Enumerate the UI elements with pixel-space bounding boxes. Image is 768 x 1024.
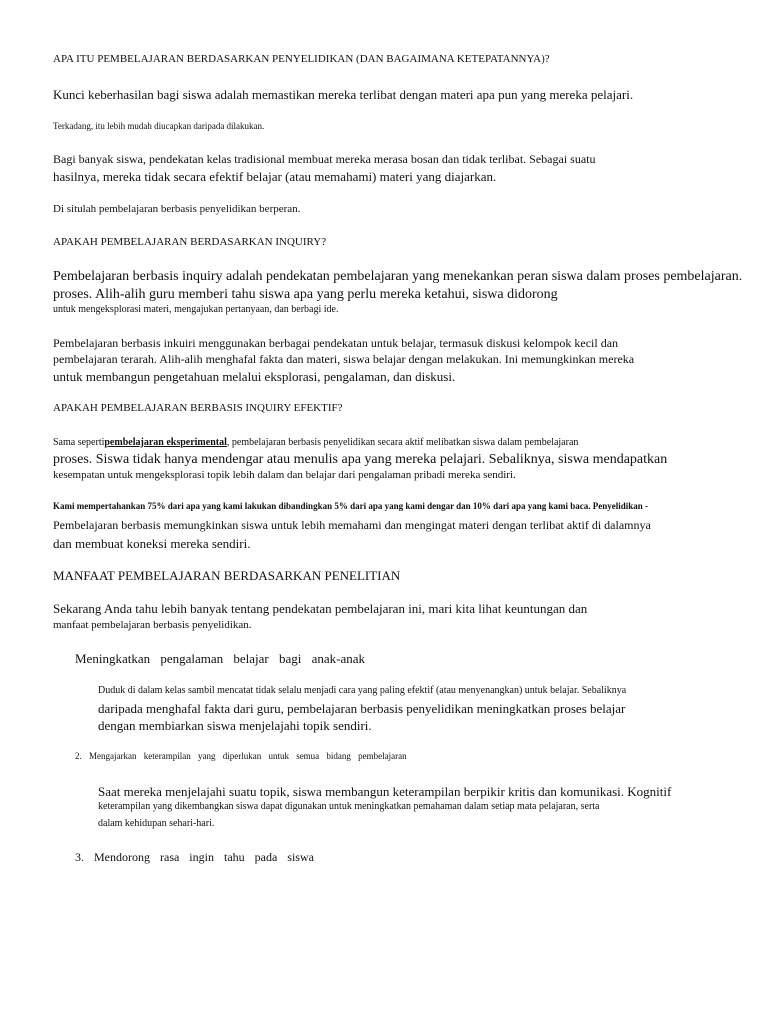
paragraph-line: hasilnya, mereka tidak secara efektif belajar (atau memahami) materi yang diajarkan. [53,169,497,184]
paragraph-line: proses. Alih-alih guru memberi tahu siswa apa yang perlu mereka ketahui, siswa didorong [53,287,558,302]
paragraph-line: Pembelajaran berbasis inkuiri menggunakan berbagai pendekatan untuk belajar, termasuk diskusi kelompok kecil dan [53,336,619,350]
paragraph-line: untuk mengeksplorasi materi, mengajukan pertanyaan, dan berbagi ide. [53,304,339,315]
list-item-title-text: Mendorong rasa ingin tahu pada siswa [94,850,314,864]
text-fragment: , pembelajaran berbasis penyelidikan secara aktif melibatkan siswa dalam pembelajaran [226,437,579,448]
list-item-title [75,752,407,761]
paragraph-line: daripada menghafal fakta dari guru, pembelajaran berbasis penyelidikan meningkatkan proses belajar [98,701,626,716]
list-item-title: Meningkatkan pengalaman belajar bagi anak-anak [75,651,366,666]
paragraph-line: untuk membangun pengetahuan melalui eksplorasi, pengalaman, dan diskusi. [53,369,456,384]
paragraph-line: proses. Siswa tidak hanya mendengar atau menulis apa yang mereka pelajari. Sebaliknya, siswa mendapatkan [53,452,668,467]
paragraph-line: pembelajaran terarah. Alih-alih menghafal fakta dan materi, siswa belajar dengan melakukan. Ini memungkinkan mereka [53,352,635,366]
paragraph-line: Kunci keberhasilan bagi siswa adalah memastikan mereka terlibat dengan materi apa pun yang mereka pelajari. [53,87,634,102]
experiential-learning-link[interactable]: pembelajaran eksperimental [104,437,227,448]
list-item-number: 3. [75,850,84,864]
paragraph-line: Terkadang, itu lebih mudah diucapkan daripada dilakukan. [53,121,265,131]
paragraph-line: kesempatan untuk mengeksplorasi topik lebih dalam dan belajar dari pengalaman pribadi mereka sendiri. [53,469,516,481]
paragraph-line: Duduk di dalam kelas sambil mencatat tidak selalu menjadi cara yang paling efektif (atau menyenangkan) untuk belajar. Sebaliknya [98,685,627,696]
paragraph-line: manfaat pembelajaran berbasis penyelidikan. [53,619,252,631]
quote-line: Kami mempertahankan 75% dari apa yang kami lakukan dibandingkan 5% dari apa yang kami dengar dan 10% dari apa yang kami baca. Penyelidikan - [53,501,648,511]
paragraph-line: Sekarang Anda tahu lebih banyak tentang pendekatan pembelajaran ini, mari kita lihat keuntungan dan [53,601,588,616]
section-heading-what-is: APA ITU PEMBELAJARAN BERDASARKAN PENYELIDIKAN (DAN BAGAIMANA KETEPATANNYA)? [53,53,550,65]
list-item-number: 2. [75,751,82,761]
paragraph-line: dengan membiarkan siswa menjelajahi topik sendiri. [98,718,372,733]
paragraph-line: dalam kehidupan sehari-hari. [98,818,215,829]
paragraph-line: Di situlah pembelajaran berbasis penyelidikan berperan. [53,203,301,215]
section-heading-inquiry: APAKAH PEMBELAJARAN BERDASARKAN INQUIRY? [53,236,327,248]
section-heading-effective: APAKAH PEMBELAJARAN BERBASIS INQUIRY EFEKTIF? [53,402,343,414]
list-item-title-text: Mengajarkan keterampilan yang diperlukan untuk semua bidang pembelajaran [89,751,407,761]
section-heading-benefits: MANFAAT PEMBELAJARAN BERDASARKAN PENELITIAN [53,568,401,583]
text-fragment: Sama seperti [53,437,105,448]
paragraph-line: keterampilan yang dikembangkan siswa dapat digunakan untuk meningkatkan pemahaman dalam setiap mata pelajaran, serta [98,801,600,812]
list-item-title [75,851,314,863]
paragraph-line [53,438,578,448]
paragraph-line: Saat mereka menjelajahi suatu topik, siswa membangun keterampilan berpikir kritis dan komunikasi. Kognitif [98,784,672,799]
paragraph-line: dan membuat koneksi mereka sendiri. [53,536,251,551]
paragraph-line: Pembelajaran berbasis memungkinkan siswa untuk lebih memahami dan mengingat materi dengan terlibat aktif di dalamnya [53,518,651,532]
paragraph-line: Pembelajaran berbasis inquiry adalah pendekatan pembelajaran yang menekankan peran siswa dalam proses pembelajaran. [53,269,743,284]
paragraph-line: Bagi banyak siswa, pendekatan kelas tradisional membuat mereka merasa bosan dan tidak terlibat. Sebagai suatu [53,152,596,166]
